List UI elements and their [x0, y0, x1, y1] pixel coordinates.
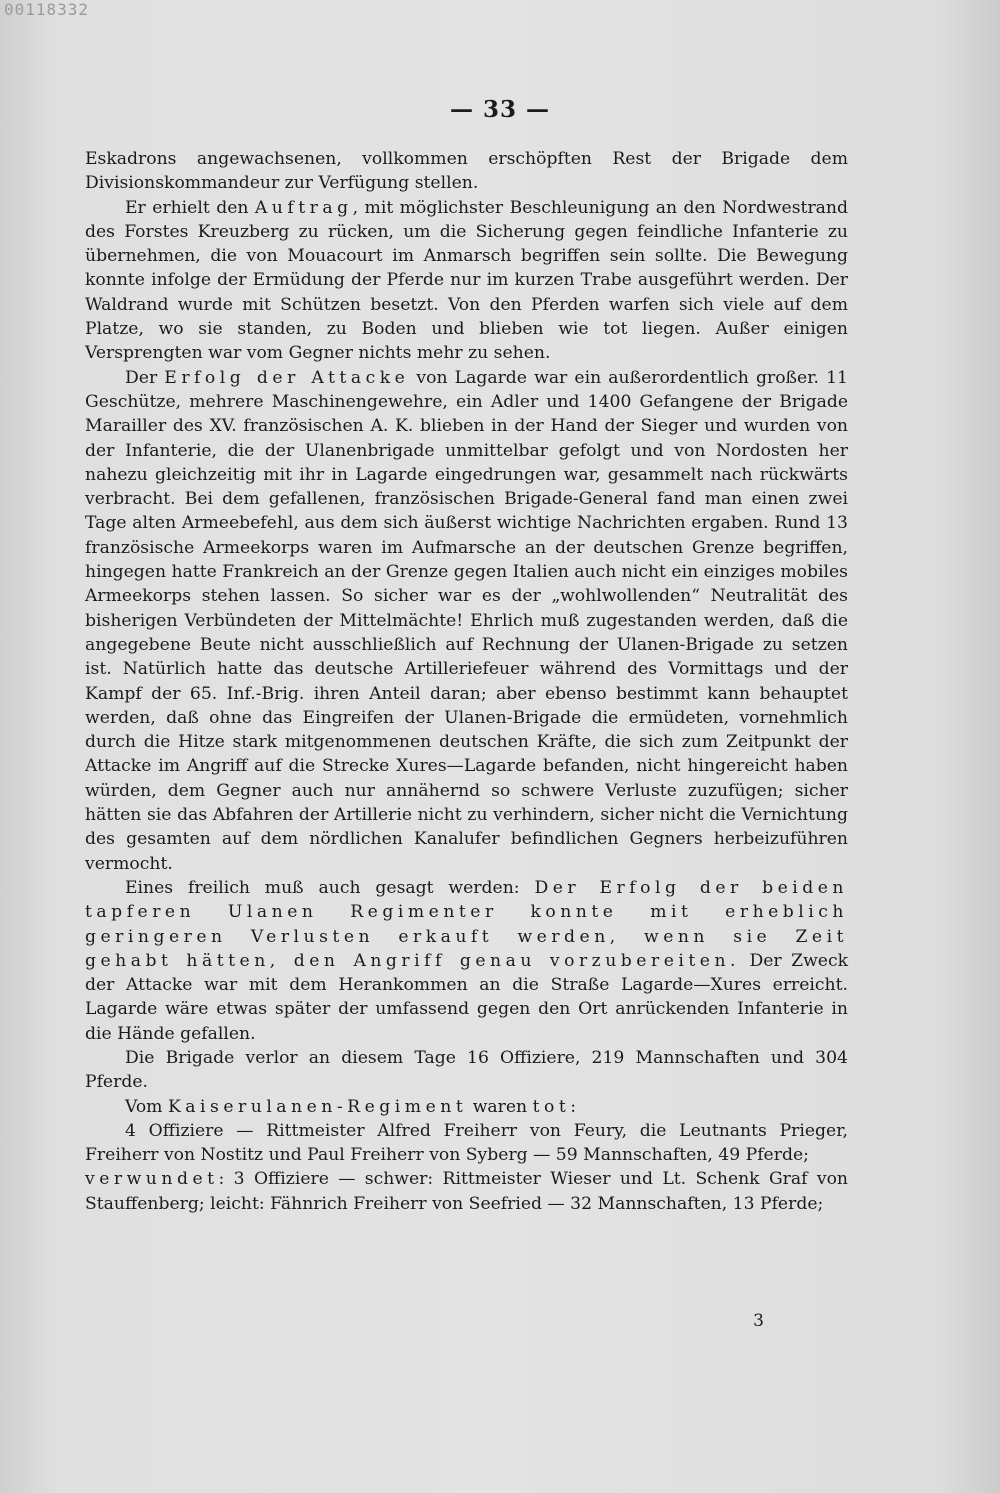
paragraph-text: Die Brigade verlor an diesem Tage 16 Offiziere, 219 Mannschaften und 304 Pferde.	[85, 1047, 848, 1093]
paragraph	[85, 1095, 848, 1119]
paragraph-text: Er erhielt den	[125, 197, 255, 218]
spaced-emphasis-text: tot	[532, 1096, 571, 1117]
paragraph	[85, 1167, 848, 1216]
spaced-emphasis-text: Der Erfolg der beiden tapferen Ulanen Regimenter konnte mit erheblich geringeren Verlusten erkauft werden, wenn sie Zeit gehabt hätten, den Angriff genau vorzubereiten.	[85, 877, 848, 971]
paragraph	[85, 366, 848, 876]
paragraph-text: Der Zweck der Attacke war mit dem Herankommen an die Straße Lagarde—Xures erreicht. Lagarde wäre etwas später der umfassend gegen den Ort anrückenden Infanterie in die Hände gefallen.	[85, 950, 848, 1044]
spaced-emphasis-text: Erfolg der Attacke	[164, 367, 410, 388]
paragraph-text: Eines freilich muß auch gesagt werden:	[125, 877, 535, 898]
paragraph-text: : 3 Offiziere — schwer: Rittmeister Wieser und Lt. Schenk Graf von Stauffenberg; leicht: Fähnrich Freiherr von Seefried — 32 Mannschaften, 13 Pferde;	[85, 1169, 848, 1214]
paragraph	[85, 196, 848, 366]
spaced-emphasis-text: verwundet	[85, 1169, 219, 1190]
page-number: — 33 —	[449, 96, 551, 123]
spaced-emphasis-text: Auftrag	[254, 197, 353, 218]
paragraph-text: Der	[125, 367, 165, 388]
spaced-emphasis-text: Kaiserulanen-Regiment	[167, 1096, 468, 1117]
body-text	[85, 147, 848, 1216]
paragraph-text: Eskadrons angewachsenen, vollkommen erschöpften Rest der Brigade dem Divisionskommandeur zur Verfügung stellen.	[85, 149, 848, 194]
paragraph-text: Vom	[125, 1096, 168, 1117]
paragraph	[85, 1119, 848, 1168]
paragraph	[85, 147, 848, 196]
signature-mark: 3	[753, 1311, 764, 1331]
paragraph-text: :	[570, 1096, 577, 1117]
paragraph-text: 4 Offiziere — Rittmeister Alfred Freiherr von Feury, die Leutnants Prieger, Freiherr von Nostitz und Paul Freiherr von Syberg — 59 Mannschaften, 49 Pferde;	[85, 1120, 848, 1166]
paragraph-text: waren	[467, 1096, 533, 1117]
paragraph-text: von Lagarde war ein außerordentlich großer. 11 Geschütze, mehrere Maschinengewehre, ein Adler und 1400 Gefangene der Brigade Marailler des XV. französischen A. K. blieben in der Hand der Sieger und wurden von der Infanterie, die der Ulanenbrigade unmittelbar gefolgt und von Nordosten her nahezu gleichzeitig mit ihr in Lagarde eingedrungen war, gesammelt nach rückwärts verbracht. Bei dem gefallenen, französischen Brigade-General fand man einen zwei Tage alten Armeebefehl, aus dem sich äußerst wichtige Nachrichten ergaben. Rund 13 französische Armeekorps waren im Aufmarsche an der deutschen Grenze begriffen, hingegen hatte Frankreich an der Grenze gegen Italien auch nicht ein einziges mobiles Armeekorps stehen lassen. So sicher war es der „wohlwollenden“ Neutralität des bisherigen Verbündeten der Mittelmächte! Ehrlich muß zugestanden werden, daß die angegebene Beute nicht ausschließlich auf Rechnung der Ulanen-Brigade zu setzen ist. Natürlich hatte das deutsche Artilleriefeuer während des Vormittags und der Kampf der 65. Inf.-Brig. ihren Anteil daran; aber ebenso bestimmt kann behauptet werden, daß ohne das Eingreifen der Ulanen-Brigade die ermüdeten, vornehmlich durch die Hitze stark mitgenommenen deutschen Kräfte, die sich zum Zeitpunkt der Attacke im Angriff auf die Strecke Xures—Lagarde befanden, nicht hingereicht haben würden, dem Gegner auch nur annähernd so schwere Verluste zuzufügen; sicher hätten sie das Abfahren der Artillerie nicht zu verhindern, sicher nicht die Vernichtung des gesamten auf dem nördlichen Kanalufer befindlichen Gegners herbeizuführen vermocht.	[85, 367, 848, 874]
paragraph	[85, 1046, 848, 1095]
archive-stamp: 00118332	[4, 0, 90, 19]
paragraph-text: , mit möglichster Beschleunigung an den Nordwestrand des Forstes Kreuzberg zu rücken, um die Sicherung gegen feindliche Infanterie zu übernehmen, die von Mouacourt im Anmarsch begriffen sein sollte. Die Bewegung konnte infolge der Ermüdung der Pferde nur im kurzen Trabe ausgeführt werden. Der Waldrand wurde mit Schützen besetzt. Von den Pferden warfen sich viele auf dem Platze, wo sie standen, zu Boden und blieben wie tot liegen. Außer einigen Versprengten war vom Gegner nichts mehr zu sehen.	[85, 197, 848, 364]
paragraph	[85, 876, 848, 1046]
